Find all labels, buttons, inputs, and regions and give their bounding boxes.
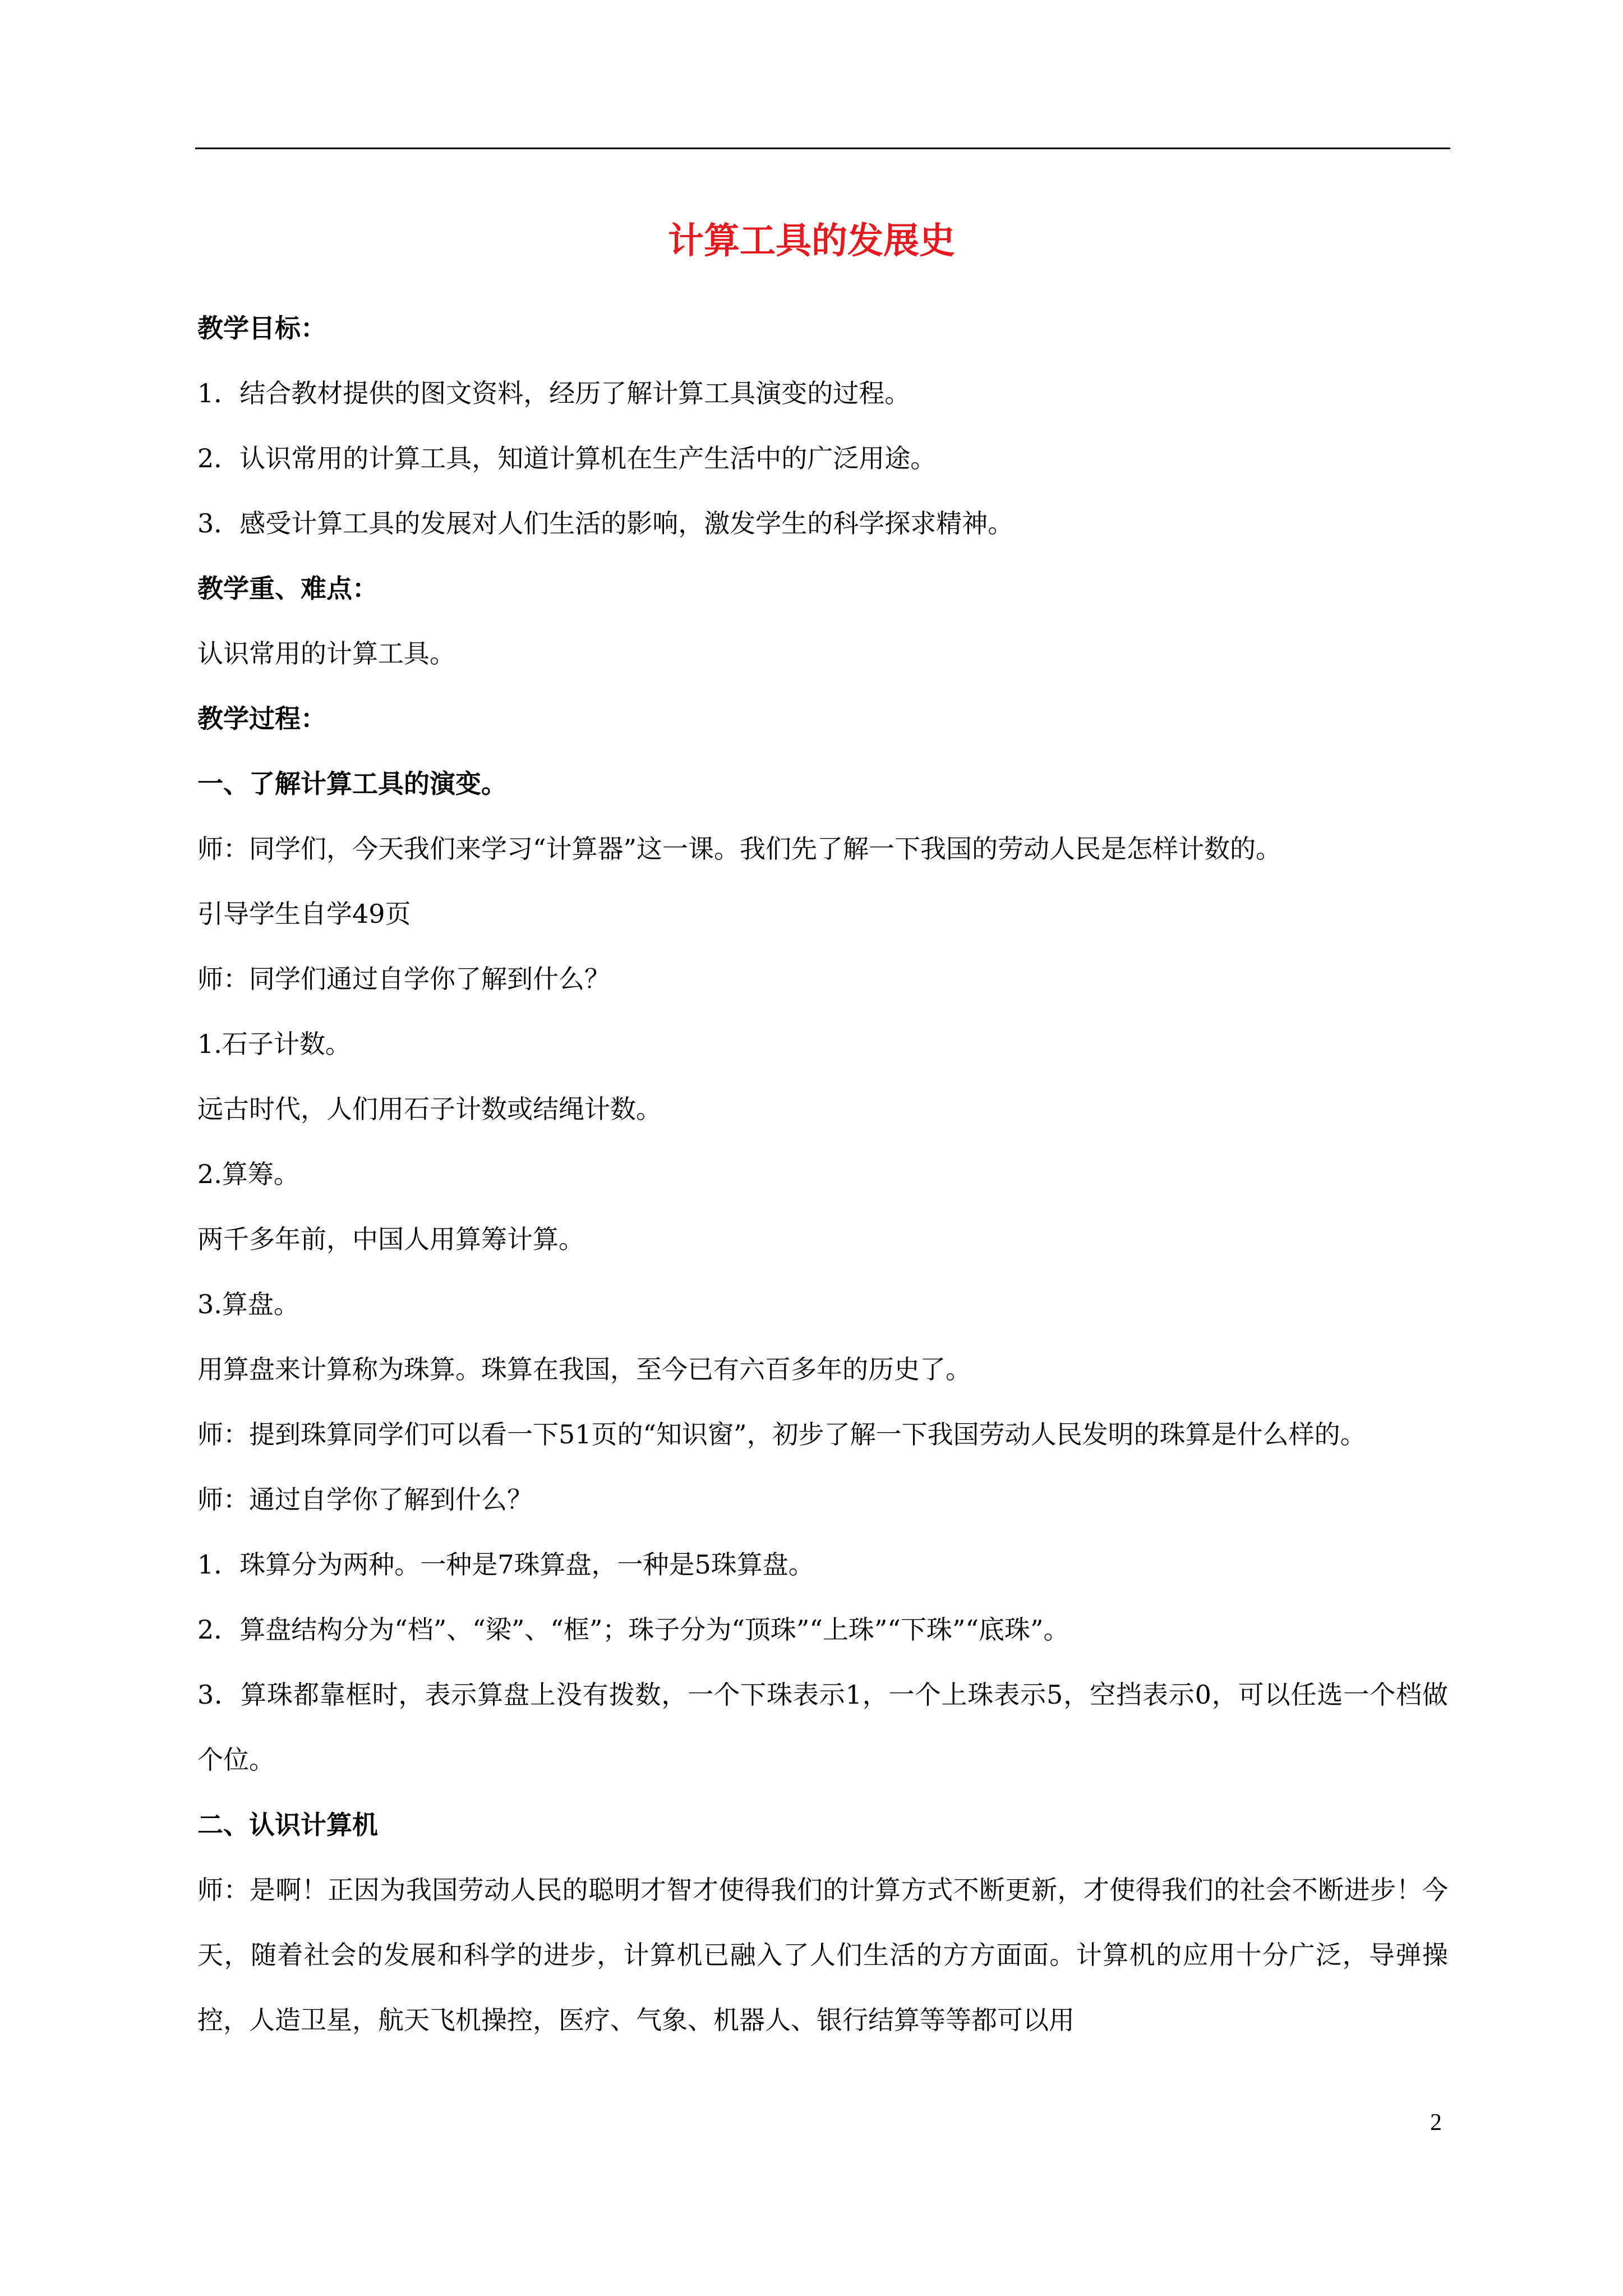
paragraph: 2．算盘结构分为“档”、“梁”、“框”；珠子分为“顶珠”“上珠”“下珠”“底珠”。: [197, 1614, 1069, 1645]
paragraph: 教学重、难点：: [197, 573, 378, 604]
paragraph: 1．珠算分为两种。一种是7珠算盘，一种是5珠算盘。: [197, 1549, 814, 1580]
paragraph: 1.石子计数。: [197, 1029, 351, 1059]
section-heading: 一、了解计算工具的演变。: [197, 769, 507, 799]
paragraph: 师：通过自学你了解到什么？: [197, 1484, 533, 1515]
paragraph: 2．认识常用的计算工具，知道计算机在生产生活中的广泛用途。: [197, 443, 937, 473]
paragraph: 用算盘来计算称为珠算。珠算在我国，至今已有六百多年的历史了。: [197, 1354, 971, 1384]
paragraph: 师：同学们，今天我们来学习“计算器”这一课。我们先了解一下我国的劳动人民是怎样计数的。: [197, 834, 1282, 864]
paragraph: 师：提到珠算同学们可以看一下51页的“知识窗”，初步了解一下我国劳动人民发明的珠算是什么样的。: [197, 1419, 1366, 1450]
page-number: 2: [1430, 2110, 1442, 2136]
paragraph: 教学目标：: [197, 313, 326, 343]
paragraph: 3．算珠都靠框时，表示算盘上没有拨数，一个下珠表示1，一个上珠表示5，空挡表示0，可以任选一个档做个位。: [197, 1680, 1448, 1775]
paragraph: 两千多年前，中国人用算筹计算。: [197, 1224, 584, 1254]
paragraph: 远古时代，人们用石子计数或结绳计数。: [197, 1094, 662, 1124]
paragraph: 1．结合教材提供的图文资料，经历了解计算工具演变的过程。: [197, 378, 911, 408]
paragraph: 认识常用的计算工具。: [197, 638, 455, 669]
page-title: 计算工具的发展史: [668, 220, 955, 262]
paragraph: 师：是啊！正因为我国劳动人民的聪明才智才使得我们的计算方式不断更新，才使得我们的社会不断进步！今天，随着社会的发展和科学的进步，计算机已融入了人们生活的方方面面。计算机的应用十分广泛，导弹操控，人造卫星，航天飞机操控，医疗、气象、机器人、银行结算等等都可以用: [197, 1875, 1448, 2035]
paragraph: 3.算盘。: [197, 1289, 299, 1319]
paragraph: 师：同学们通过自学你了解到什么？: [197, 964, 610, 994]
header-rule: [195, 148, 1450, 149]
section-heading: 二、认识计算机: [197, 1810, 378, 1840]
paragraph: 2.算筹。: [197, 1159, 299, 1189]
document-body: [197, 296, 1448, 2053]
paragraph: 引导学生自学49页: [197, 899, 411, 929]
paragraph: 教学过程：: [197, 703, 326, 734]
paragraph: 3．感受计算工具的发展对人们生活的影响，激发学生的科学探求精神。: [197, 508, 1014, 539]
